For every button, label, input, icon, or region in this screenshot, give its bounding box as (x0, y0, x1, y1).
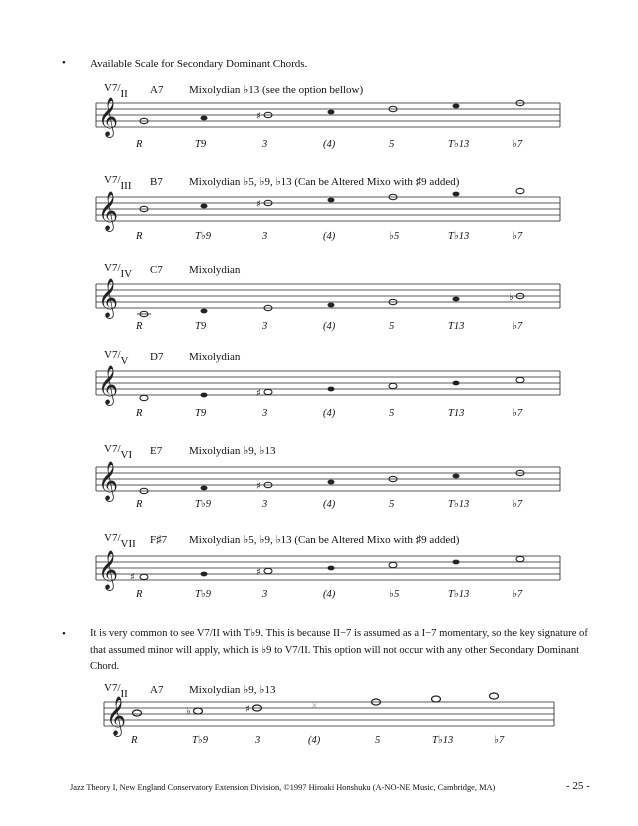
degree-4: (4) (323, 139, 336, 150)
degree-13: T♭13 (448, 231, 470, 242)
degree-13: T13 (448, 321, 465, 332)
label-target: II (120, 88, 128, 100)
sharp-icon: ♯ (256, 481, 261, 492)
label-v7: V7/ (104, 682, 121, 694)
scale-name: Mixolydian (189, 264, 241, 276)
label-v7: V7/ (104, 82, 121, 94)
degree-4: (4) (323, 408, 336, 419)
degree-13: T♭13 (448, 139, 470, 150)
note-head (328, 566, 335, 571)
sharp-icon: ♯ (256, 199, 261, 210)
chord-name: F♯7 (150, 534, 168, 546)
degree-5: 5 (389, 321, 395, 332)
scale-name: Mixolydian ♭5, ♭9, ♭13 (Can be Altered Mixo with ♯9 added) (189, 176, 460, 188)
music-staff (0, 260, 638, 356)
degree-root: R (131, 735, 138, 746)
note-head (201, 204, 208, 209)
degree-3: 3 (262, 499, 268, 510)
note-head (516, 188, 524, 193)
scale-name: Mixolydian ♭9, ♭13 (189, 684, 276, 696)
note-head (453, 104, 460, 109)
note-head (201, 486, 208, 491)
degree-13: T♭13 (448, 499, 470, 510)
degree-root: R (136, 589, 143, 600)
degree-4: (4) (323, 499, 336, 510)
scale-name: Mixolydian ♭5, ♭9, ♭13 (Can be Altered Mixo with ♯9 added) (189, 534, 460, 546)
degree-5: 5 (375, 735, 381, 746)
degree-root: R (136, 321, 143, 332)
degree-5: 5 (389, 139, 395, 150)
note-head (389, 383, 397, 388)
example-v7-of-v (0, 347, 638, 443)
degree-9: T♭9 (195, 499, 212, 510)
example-v7-of-ii (0, 80, 638, 176)
footer-credit: Jazz Theory I, New England Conservatory Extension Division, ©1997 Hiroaki Honshuku (A-NO-NE Music, Cambridge, MA) (70, 783, 496, 792)
example-v7-of-vi (0, 441, 638, 537)
label-v7: V7/ (104, 532, 121, 544)
note-head (133, 710, 142, 716)
note-head (201, 309, 208, 314)
degree-3: 3 (262, 231, 268, 242)
label-target: III (120, 180, 132, 192)
chord-name: A7 (150, 684, 164, 696)
treble-clef-icon: 𝄞 (98, 97, 119, 137)
degree-5: 5 (389, 408, 395, 419)
chord-name: E7 (150, 445, 163, 457)
degree-3: 3 (255, 735, 261, 746)
degree-7: ♭7 (512, 231, 523, 242)
label-v7: V7/ (104, 349, 121, 361)
note-head (201, 572, 208, 577)
sharp-icon: ♯ (256, 567, 261, 578)
example-v7-of-vii (0, 530, 638, 626)
note-head (201, 393, 208, 398)
example-v7-of-iii (0, 172, 638, 268)
degree-13: T13 (448, 408, 465, 419)
degree-9: T9 (195, 321, 207, 332)
degree-9: T♭9 (195, 231, 212, 242)
sharp-icon: ♯ (130, 572, 135, 583)
note-head (453, 381, 460, 386)
treble-clef-icon: 𝄞 (98, 365, 119, 405)
chord-name: A7 (150, 84, 164, 96)
example-v7-of-iv (0, 260, 638, 356)
degree-3: 3 (262, 321, 268, 332)
degree-9: T♭9 (192, 735, 209, 746)
scale-name: Mixolydian (189, 351, 241, 363)
flat-icon: ♭ (509, 292, 514, 303)
note-head (453, 192, 460, 197)
degree-4: (4) (323, 589, 336, 600)
degree-root: R (136, 408, 143, 419)
degree-7: ♭7 (512, 589, 523, 600)
degree-9: T9 (195, 408, 207, 419)
music-staff (0, 530, 638, 626)
music-staff (0, 80, 638, 176)
degree-4: (4) (323, 321, 336, 332)
treble-clef-icon: 𝄞 (106, 696, 127, 736)
note-head (328, 303, 335, 308)
note-bullet-text: It is very common to see V7/II with T♭9. This is because II−7 is assumed as a I−7 momentary, so the key signature of that assumed minor will apply, which is ♭9 to V7/II. This option will not occur with any other Secondary Dominant Chord. (90, 628, 588, 672)
page-number: - 25 - (566, 780, 590, 792)
note-head (328, 198, 335, 203)
label-v7: V7/ (104, 443, 121, 455)
note-head (328, 110, 335, 115)
degree-root: R (136, 499, 143, 510)
degree-9: T9 (195, 139, 207, 150)
degree-5: ♭5 (389, 231, 400, 242)
degree-3: 3 (262, 139, 268, 150)
note-head (328, 387, 335, 392)
degree-4: (4) (308, 735, 321, 746)
degree-root: R (136, 231, 143, 242)
chord-name: D7 (150, 351, 164, 363)
degree-5: ♭5 (389, 589, 400, 600)
label-target: VII (120, 538, 136, 550)
degree-13: T♭13 (432, 735, 454, 746)
bullet-marker: • (62, 57, 66, 69)
degree-3: 3 (262, 408, 268, 419)
label-target: VI (120, 449, 133, 461)
treble-clef-icon: 𝄞 (98, 191, 119, 231)
bullet-marker: • (62, 628, 66, 640)
degree-7: ♭7 (512, 321, 523, 332)
note-head (264, 389, 272, 394)
label-target: II (120, 688, 128, 700)
degree-7: ♭7 (494, 735, 505, 746)
note-head (453, 297, 460, 302)
label-v7: V7/ (104, 262, 121, 274)
note-head (490, 693, 499, 699)
degree-4: (4) (323, 231, 336, 242)
note-head (432, 696, 441, 702)
note-head (516, 377, 524, 382)
chord-name: C7 (150, 264, 163, 276)
note-head (516, 556, 524, 561)
note-head (140, 395, 148, 400)
label-target: V (120, 355, 129, 367)
note-head (140, 574, 148, 579)
note-head (389, 562, 397, 567)
note-head (453, 560, 460, 565)
degree-3: 3 (262, 589, 268, 600)
sharp-icon: ♯ (256, 388, 261, 399)
x-mark-icon: × (311, 701, 318, 710)
note-head (201, 116, 208, 121)
scale-name: Mixolydian ♭9, ♭13 (189, 445, 276, 457)
label-v7: V7/ (104, 174, 121, 186)
note-head (194, 708, 203, 714)
sharp-icon: ♯ (245, 704, 250, 715)
note-head (328, 480, 335, 485)
sharp-icon: ♯ (256, 111, 261, 122)
music-staff (0, 347, 638, 443)
degree-13: T♭13 (448, 589, 470, 600)
intro-bullet-text: Available Scale for Secondary Dominant Chords. (90, 58, 308, 70)
treble-clef-icon: 𝄞 (98, 278, 119, 318)
scale-name: Mixolydian ♭13 (see the option bellow) (189, 84, 364, 96)
music-staff (0, 680, 638, 776)
degree-7: ♭7 (512, 139, 523, 150)
example-option-v7-of-ii (0, 680, 638, 776)
treble-clef-icon: 𝄞 (98, 461, 119, 501)
degree-root: R (136, 139, 143, 150)
music-staff (0, 441, 638, 537)
flat-icon: ♭ (186, 706, 191, 717)
degree-7: ♭7 (512, 499, 523, 510)
music-staff (0, 172, 638, 268)
note-head (453, 474, 460, 479)
degree-9: T♭9 (195, 589, 212, 600)
degree-5: 5 (389, 499, 395, 510)
label-target: IV (120, 268, 133, 280)
treble-clef-icon: 𝄞 (98, 550, 119, 590)
degree-7: ♭7 (512, 408, 523, 419)
note-head (264, 568, 272, 573)
chord-name: B7 (150, 176, 163, 188)
